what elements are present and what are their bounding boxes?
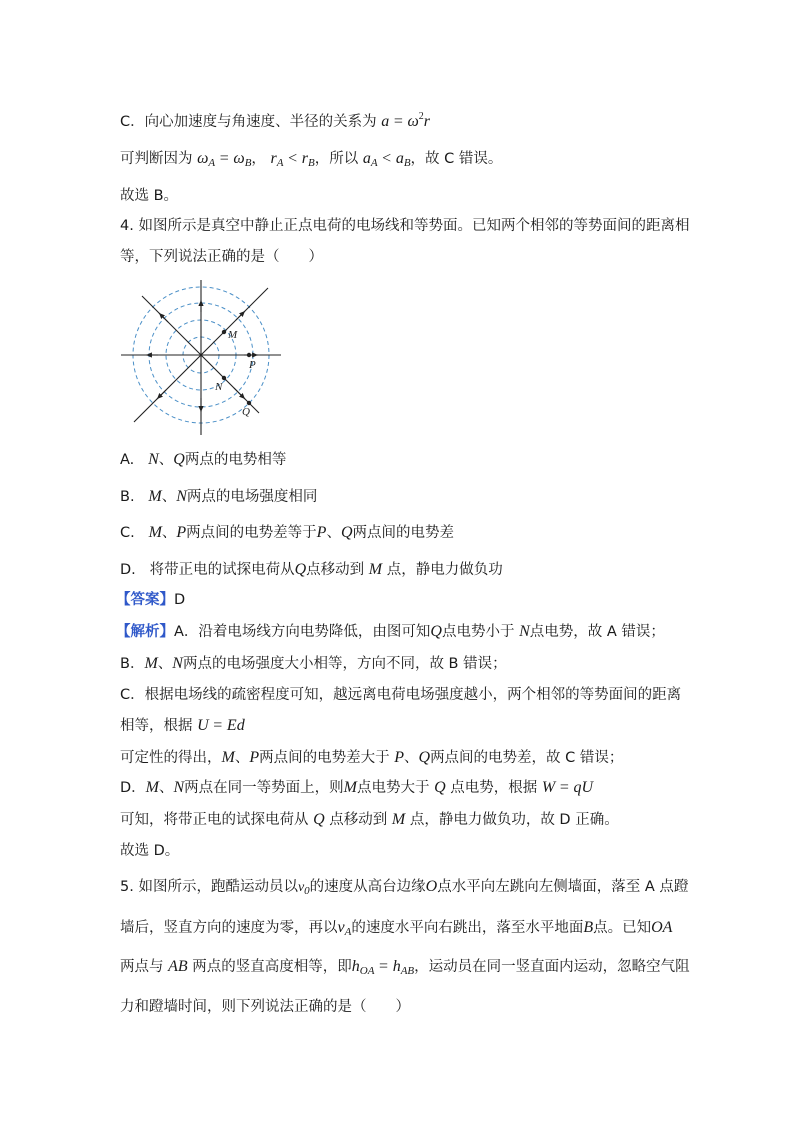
point-q (247, 401, 251, 405)
q4-stem-line1: 4. 如图所示是真空中静止正点电荷的电场线和等势面。已知两个相邻的等势面间的距离相 (120, 218, 690, 234)
point-p (247, 353, 251, 357)
q4-analysis-c-line1: C．根据电场线的疏密程度可知，越远离电荷电场强度越小，两个相邻的等势面间的距离 (120, 687, 682, 703)
answer-tag: 【答案】 (116, 592, 174, 608)
field-line-up-right (201, 288, 268, 355)
q5-line4: 力和蹬墙时间，则下列说法正确的是（ ） (120, 999, 410, 1015)
points (222, 330, 251, 405)
q4-option-b: B. M、N两点的电场强度相同 (120, 488, 318, 505)
formula-omega: ω (407, 113, 419, 130)
point-n (222, 376, 226, 380)
electric-field-figure (118, 280, 283, 440)
q4-option-c: C. M、P两点间的电势差等于P、Q两点间的电势差 (120, 524, 455, 541)
q4-choose: 故选 D。 (120, 843, 180, 859)
formula-eq: = (393, 113, 403, 130)
label-m: M (228, 329, 238, 341)
label-p: P (249, 359, 256, 371)
label-q: Q (242, 406, 250, 418)
prev-option-c: C．向心加速度与角速度、半径的关系为 $a = \omega^2r$ (120, 111, 431, 130)
q5-line1: 5. 如图所示，跑酷运动员以$v_0$的速度从高台边缘O点水平向左跳向左侧墙面，落至 A 点蹬 (120, 878, 689, 897)
formula-a: a (381, 113, 390, 130)
q4-analysis-d-line2: 可知，将带正电的试探电荷从 Q 点移动到 M 点，静电力做负功，故 D 正确。 (120, 811, 619, 828)
q4-analysis-a: 【解析】A．沿着电场线方向电势降低，由图可知Q点电势小于 N点电势，故 A 错误； (116, 623, 665, 640)
point-m (222, 330, 226, 334)
q4-analysis-d-line1: D．M、N两点在同一等势面上，则M点电势大于 Q 点电势，根据 W = qU (120, 779, 594, 796)
q4-analysis-b: B．M、N两点的电场强度大小相等，方向不同，故 B 错误； (120, 655, 507, 672)
formula-r: r (423, 113, 431, 130)
q4-stem-line2: 等，下列说法正确的是（ ） (120, 249, 323, 265)
q4-option-a: A. N、Q两点的电势相等 (120, 451, 287, 468)
q4-analysis-c-line2: 相等，根据 U = Ed (120, 717, 245, 734)
prev-choose: 故选 B。 (120, 188, 179, 204)
q4-analysis-c-line3: 可定性的得出，M、P两点间的电势差大于 P、Q两点间的电势差，故 C 错误； (120, 749, 624, 766)
q4-option-d: D. 将带正电的试探电荷从Q点移动到 M 点，静电力做负功 (120, 561, 503, 578)
analysis-tag: 【解析】 (116, 624, 174, 640)
field-line-up-left (142, 296, 201, 355)
field-lines (121, 280, 281, 435)
label-n: N (215, 381, 223, 393)
q4-answer: 【答案】D (116, 592, 186, 608)
q5-line3: 两点与 AB 两点的竖直高度相等，即$h_{OA} = h_{AB}$，运动员在同一竖直面内运动，忽略空气阻 (120, 958, 690, 977)
prev-judgement: 可判断因为 $\omega_A = \omega_B$， $r_A < r_B$，所以 $a_A < a_B$，故 C 错误。 (120, 150, 503, 169)
q5-line2: 墙后，竖直方向的速度为零，再以$v_A$的速度水平向右跳出，落至水平地面B点。已知OA (120, 919, 673, 938)
